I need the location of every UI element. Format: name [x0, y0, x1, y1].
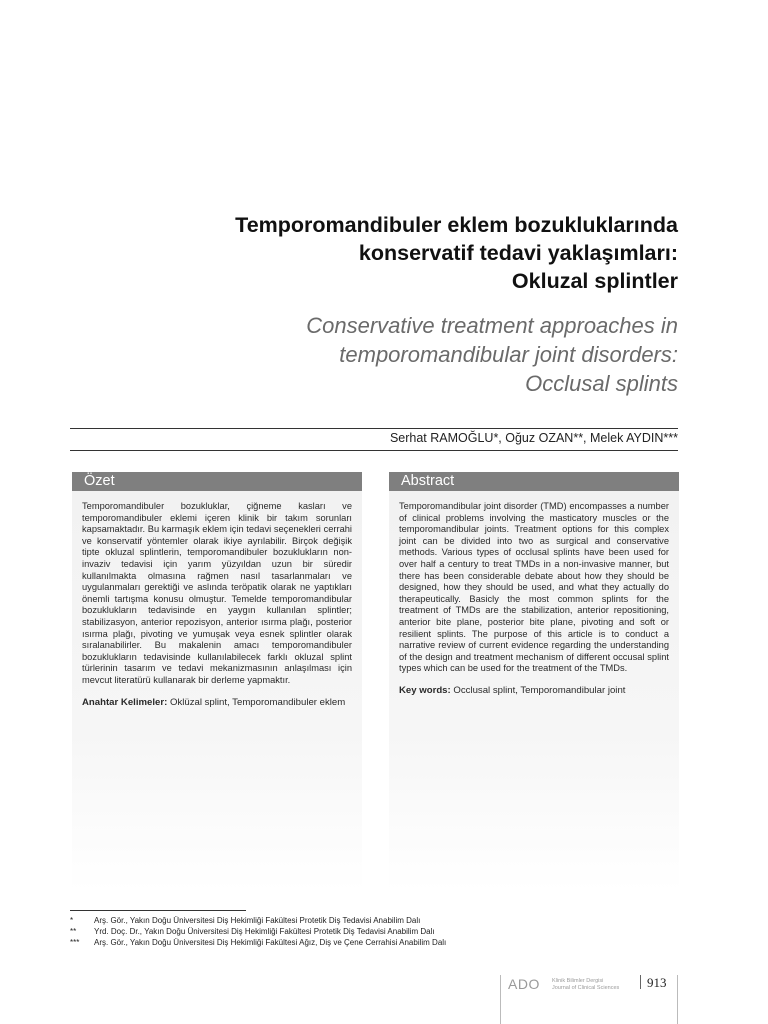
ozet-keywords-value: Oklüzal splint, Temporomandibuler eklem	[167, 696, 346, 708]
title-tr-line: konservatif tedavi yaklaşımları:	[358, 241, 678, 265]
footnote-text: Arş. Gör., Yakın Doğu Üniversitesi Diş Hekimliği Fakültesi Ağız, Diş ve Çene Cerrahisi Anabilim Dalı	[94, 938, 447, 947]
ozet-header: Özet	[72, 472, 362, 491]
title-en-line: Conservative treatment approaches in	[306, 313, 678, 338]
journal-logo: ADO	[508, 976, 540, 992]
title-tr-line: Okluzal splintler	[511, 269, 678, 293]
ozet-keywords	[82, 697, 352, 709]
journal-name-tr: Klinik Bilimler Dergisi	[552, 978, 604, 984]
title-block	[70, 211, 678, 398]
title-turkish	[70, 211, 678, 295]
ozet-keywords-label: Anahtar Kelimeler:	[82, 696, 168, 708]
title-english	[70, 311, 678, 398]
footnote-mark: **	[70, 927, 77, 936]
page-number: 913	[647, 975, 667, 990]
footnote-item	[70, 915, 446, 926]
author-list: Serhat RAMOĞLU*, Oğuz OZAN**, Melek AYDIN***	[389, 431, 678, 445]
footer-divider	[500, 975, 501, 1024]
abstract-keywords	[399, 685, 669, 697]
page-number-separator	[640, 975, 641, 989]
abstract-keywords-value: Occlusal splint, Temporomandibular joint	[450, 684, 626, 696]
ozet-panel	[72, 472, 362, 892]
footnote-item	[70, 937, 446, 948]
abstract-body	[389, 491, 679, 892]
abstract-header: Abstract	[389, 472, 679, 491]
title-tr-line: Temporomandibuler eklem bozukluklarında	[235, 213, 678, 237]
abstract-text: Temporomandibular joint disorder (TMD) encompasses a number of clinical problems involving the masticatory muscles or the temporomandibular joints. Treatment options for this complex joint can be divided into two as surgical and conservative methods. Various types of occlusal splints have been used for over half a century to treat TMDs in a non-invasive manner, but there has been considerable debate about how they should be designed, how they should be used, and what they actually do therapeutically. Basicly the most common splints for the treatment of TMDs are the stabilization, anterior repositioning, anterior bite plane, posterior bite plane, pivoting and soft or resilient splints. The purpose of this article is to conduct a narrative review of current evidence regarding the understanding of the design and treatment mechanism of different occusal splint types which can be used for the treatment of the TMDs.	[399, 501, 669, 674]
ozet-body	[72, 491, 362, 892]
journal-name-en: Journal of Clinical Sciences	[552, 984, 620, 991]
authors-bottom-rule	[70, 450, 678, 451]
title-en-line: temporomandibular joint disorders:	[339, 342, 678, 367]
journal-name	[552, 978, 619, 991]
abstract-panel	[389, 472, 679, 892]
authors-top-rule	[70, 428, 678, 429]
footnote-mark: *	[70, 916, 74, 925]
ozet-text: Temporomandibuler bozukluklar, çiğneme kasları ve temporomandibuler eklemi içeren klinik bir takım sorunları kapsamaktadır. Bu karmaşık eklem için tedavi seçenekleri cerrahi ve konservatif yöntemler olarak ikiye ayrılabilir. Birçok değişik tipte okluzal splintlerin, temporomandibuler bozuklukların non-invaziv tedavisi için yarım yüzyıldan uzun bir süredir kullanılmakta olmasına rağmen nasıl tasarlanmaları ve uygulanmaları gerektiği ve aslında teröpatik olarak ne yaptıkları önemli tartışma konusu olmuştur. Temelde temporomandibular bozuklukların tedavisinde en yaygın kullanılan splintler; stabilizasyon, anterior repozisyon, anterior ısırma plağı, posterior ısırma plağı, pivoting ve yumuşak veya esnek splintler olarak sıralanabilirler. Bu makalenin amacı temporomandibuler bozuklukların tedavisinde kullanılabilecek farklı okluzal splint türlerinin tasarım ve tedavi mekanizmasının anlaşılması için mevcut literatürü kullanarak bir derleme yapmaktır.	[82, 501, 352, 685]
footnotes	[70, 915, 446, 948]
footnote-text: Arş. Gör., Yakın Doğu Üniversitesi Diş Hekimliği Fakültesi Protetik Diş Tedavisi Anabilim Dalı	[94, 916, 421, 925]
footnote-item	[70, 926, 446, 937]
footer-divider	[677, 975, 678, 1024]
footnote-rule	[70, 910, 246, 911]
title-en-line: Occlusal splints	[525, 371, 678, 396]
footnote-text: Yrd. Doç. Dr., Yakın Doğu Üniversitesi Diş Hekimliği Fakültesi Protetik Diş Tedavisi Anabilim Dalı	[94, 927, 435, 936]
abstract-keywords-label: Key words:	[399, 684, 451, 696]
page-footer	[500, 975, 680, 1024]
footnote-mark: ***	[70, 938, 80, 947]
